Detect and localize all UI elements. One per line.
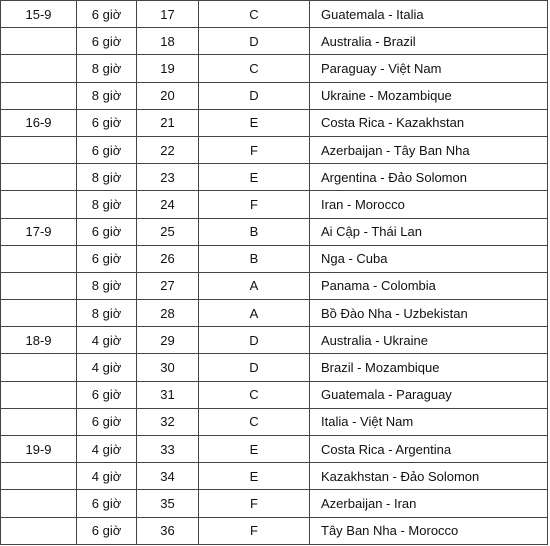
date-cell — [1, 191, 77, 218]
table-row — [1, 300, 548, 327]
teams-cell: Azerbaijan - Iran — [310, 490, 548, 517]
match-number-cell: 28 — [137, 300, 199, 327]
teams-cell: Ukraine - Mozambique — [310, 82, 548, 109]
match-number-cell: 17 — [137, 1, 199, 28]
date-cell: 16-9 — [1, 109, 77, 136]
teams-cell: Guatemala - Paraguay — [310, 381, 548, 408]
teams-cell: Ai Cập - Thái Lan — [310, 218, 548, 245]
group-cell: F — [199, 191, 310, 218]
table-row — [1, 28, 548, 55]
match-number-cell: 33 — [137, 436, 199, 463]
teams-cell: Tây Ban Nha - Morocco — [310, 517, 548, 544]
date-cell: 15-9 — [1, 1, 77, 28]
table-row — [1, 55, 548, 82]
date-cell — [1, 490, 77, 517]
match-number-cell: 22 — [137, 136, 199, 163]
time-cell: 6 giờ — [77, 109, 137, 136]
time-cell: 6 giờ — [77, 381, 137, 408]
teams-cell: Nga - Cuba — [310, 245, 548, 272]
teams-cell: Paraguay - Việt Nam — [310, 55, 548, 82]
time-cell: 4 giờ — [77, 354, 137, 381]
time-cell: 6 giờ — [77, 408, 137, 435]
match-number-cell: 19 — [137, 55, 199, 82]
table-row — [1, 218, 548, 245]
group-cell: C — [199, 408, 310, 435]
teams-cell: Italia - Việt Nam — [310, 408, 548, 435]
group-cell: E — [199, 164, 310, 191]
match-number-cell: 31 — [137, 381, 199, 408]
date-cell — [1, 136, 77, 163]
time-cell: 8 giờ — [77, 272, 137, 299]
time-cell: 6 giờ — [77, 218, 137, 245]
group-cell: E — [199, 109, 310, 136]
match-number-cell: 34 — [137, 463, 199, 490]
table-row — [1, 490, 548, 517]
teams-cell: Bồ Đào Nha - Uzbekistan — [310, 300, 548, 327]
time-cell: 8 giờ — [77, 55, 137, 82]
match-number-cell: 26 — [137, 245, 199, 272]
teams-cell: Australia - Ukraine — [310, 327, 548, 354]
group-cell: E — [199, 463, 310, 490]
date-cell: 17-9 — [1, 218, 77, 245]
teams-cell: Argentina - Đảo Solomon — [310, 164, 548, 191]
teams-cell: Kazakhstan - Đảo Solomon — [310, 463, 548, 490]
table-row — [1, 354, 548, 381]
group-cell: F — [199, 490, 310, 517]
time-cell: 8 giờ — [77, 164, 137, 191]
match-number-cell: 18 — [137, 28, 199, 55]
group-cell: C — [199, 381, 310, 408]
match-number-cell: 36 — [137, 517, 199, 544]
match-number-cell: 23 — [137, 164, 199, 191]
schedule-body — [1, 1, 548, 545]
teams-cell: Brazil - Mozambique — [310, 354, 548, 381]
time-cell: 8 giờ — [77, 82, 137, 109]
date-cell — [1, 164, 77, 191]
match-number-cell: 24 — [137, 191, 199, 218]
time-cell: 4 giờ — [77, 327, 137, 354]
table-row — [1, 408, 548, 435]
date-cell — [1, 300, 77, 327]
group-cell: E — [199, 436, 310, 463]
table-row — [1, 327, 548, 354]
table-row — [1, 463, 548, 490]
table-row — [1, 517, 548, 544]
date-cell — [1, 82, 77, 109]
group-cell: D — [199, 327, 310, 354]
match-number-cell: 21 — [137, 109, 199, 136]
date-cell — [1, 245, 77, 272]
table-row — [1, 136, 548, 163]
date-cell — [1, 28, 77, 55]
teams-cell: Costa Rica - Kazakhstan — [310, 109, 548, 136]
group-cell: D — [199, 354, 310, 381]
date-cell: 18-9 — [1, 327, 77, 354]
teams-cell: Azerbaijan - Tây Ban Nha — [310, 136, 548, 163]
group-cell: D — [199, 82, 310, 109]
table-row — [1, 191, 548, 218]
match-number-cell: 25 — [137, 218, 199, 245]
time-cell: 4 giờ — [77, 436, 137, 463]
table-row — [1, 436, 548, 463]
teams-cell: Panama - Colombia — [310, 272, 548, 299]
teams-cell: Australia - Brazil — [310, 28, 548, 55]
table-row — [1, 109, 548, 136]
table-row — [1, 82, 548, 109]
group-cell: A — [199, 272, 310, 299]
time-cell: 6 giờ — [77, 1, 137, 28]
teams-cell: Costa Rica - Argentina — [310, 436, 548, 463]
date-cell — [1, 408, 77, 435]
teams-cell: Iran - Morocco — [310, 191, 548, 218]
match-number-cell: 32 — [137, 408, 199, 435]
time-cell: 8 giờ — [77, 191, 137, 218]
table-row — [1, 245, 548, 272]
date-cell — [1, 272, 77, 299]
date-cell — [1, 517, 77, 544]
date-cell — [1, 55, 77, 82]
match-number-cell: 30 — [137, 354, 199, 381]
date-cell — [1, 354, 77, 381]
match-number-cell: 20 — [137, 82, 199, 109]
date-cell — [1, 463, 77, 490]
table-row — [1, 272, 548, 299]
match-number-cell: 35 — [137, 490, 199, 517]
time-cell: 8 giờ — [77, 300, 137, 327]
time-cell: 4 giờ — [77, 463, 137, 490]
time-cell: 6 giờ — [77, 490, 137, 517]
match-number-cell: 29 — [137, 327, 199, 354]
time-cell: 6 giờ — [77, 245, 137, 272]
time-cell: 6 giờ — [77, 136, 137, 163]
table-row — [1, 164, 548, 191]
table-row — [1, 1, 548, 28]
time-cell: 6 giờ — [77, 28, 137, 55]
group-cell: D — [199, 28, 310, 55]
time-cell: 6 giờ — [77, 517, 137, 544]
match-number-cell: 27 — [137, 272, 199, 299]
table-row — [1, 381, 548, 408]
group-cell: B — [199, 245, 310, 272]
group-cell: C — [199, 55, 310, 82]
group-cell: A — [199, 300, 310, 327]
teams-cell: Guatemala - Italia — [310, 1, 548, 28]
date-cell: 19-9 — [1, 436, 77, 463]
date-cell — [1, 381, 77, 408]
group-cell: C — [199, 1, 310, 28]
group-cell: F — [199, 517, 310, 544]
group-cell: B — [199, 218, 310, 245]
group-cell: F — [199, 136, 310, 163]
